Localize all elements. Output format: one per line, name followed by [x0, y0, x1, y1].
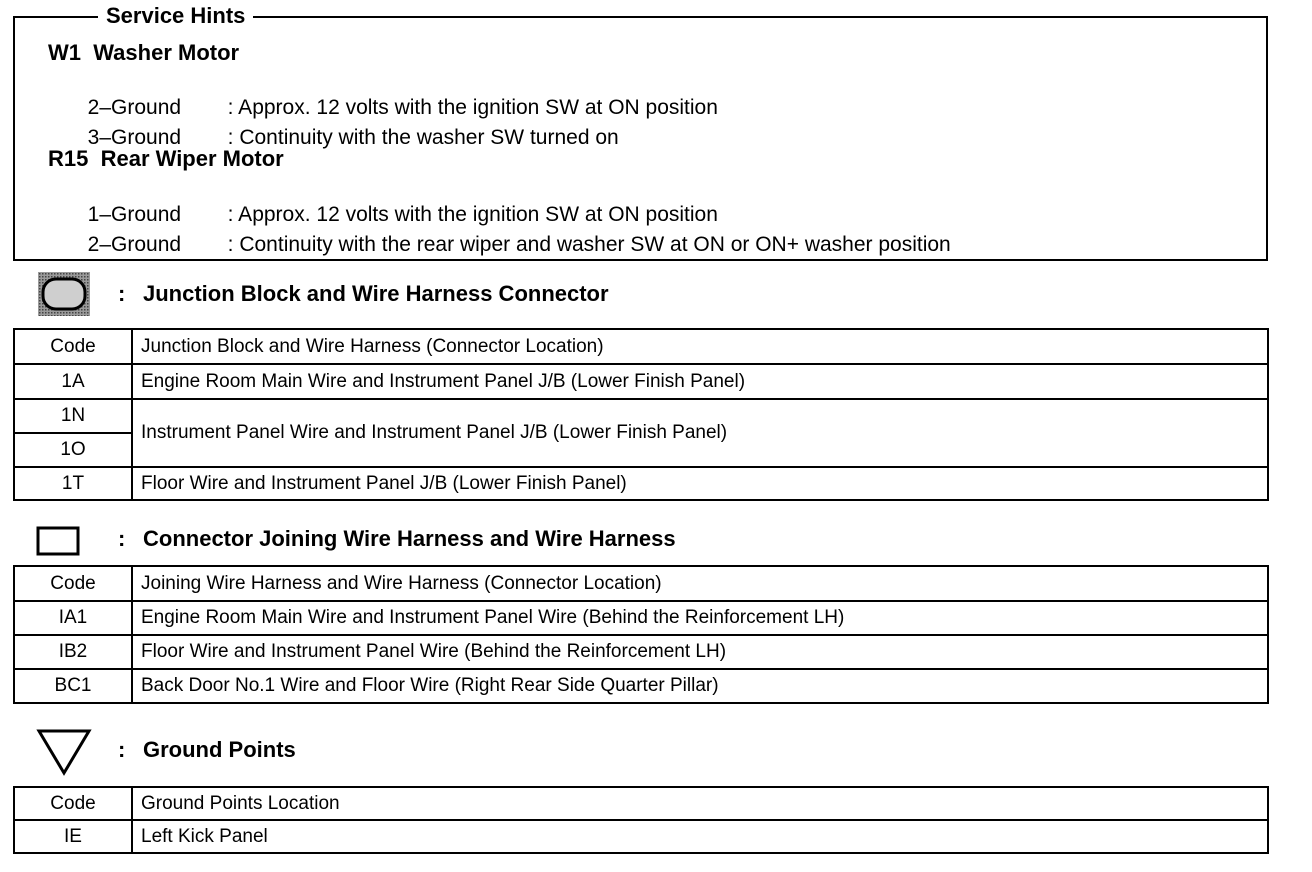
header-code: Code [14, 566, 132, 601]
table-row [14, 601, 1268, 635]
row-desc: Engine Room Main Wire and Instrument Panel J/B (Lower Finish Panel) [132, 364, 1268, 399]
ground-triangle-icon [36, 728, 92, 776]
header-code: Code [14, 787, 132, 820]
ground-points-table [13, 786, 1269, 854]
section-colon: : [118, 526, 126, 551]
section-colon: : [118, 737, 126, 762]
hint-pins: 3–Ground [87, 126, 182, 149]
row-code: 1O [14, 433, 132, 467]
hint-desc: : Continuity with the washer SW turned on [227, 126, 619, 149]
header-code: Code [14, 329, 132, 364]
table-row [14, 669, 1268, 703]
hint-desc: : Approx. 12 volts with the ignition SW at ON position [227, 96, 718, 119]
hint-desc: : Approx. 12 volts with the ignition SW at ON position [227, 203, 718, 226]
hint-pins: 2–Ground [87, 96, 182, 119]
header-desc: Joining Wire Harness and Wire Harness (Connector Location) [132, 566, 1268, 601]
connector-joining-table [13, 565, 1269, 704]
row-desc: Instrument Panel Wire and Instrument Panel J/B (Lower Finish Panel) [132, 399, 1268, 467]
row-desc: Floor Wire and Instrument Panel J/B (Lower Finish Panel) [132, 467, 1268, 500]
hint-line [76, 209, 951, 257]
section-colon: : [118, 281, 126, 306]
hint-pins: 1–Ground [87, 203, 182, 226]
component-code: W1 [48, 40, 81, 65]
row-code: IA1 [14, 601, 132, 635]
header-desc: Ground Points Location [132, 787, 1268, 820]
junction-block-table [13, 328, 1269, 501]
hint-line [76, 102, 619, 150]
table-row [14, 467, 1268, 500]
component-code: R15 [48, 146, 89, 171]
connector-rectangle-icon [36, 526, 80, 556]
row-desc: Floor Wire and Instrument Panel Wire (Behind the Reinforcement LH) [132, 635, 1268, 669]
component-name: Rear Wiper Motor [100, 146, 284, 171]
junction-block-oval-icon [36, 270, 92, 318]
table-row [14, 364, 1268, 399]
row-code: BC1 [14, 669, 132, 703]
table-header-row [14, 787, 1268, 820]
row-desc: Engine Room Main Wire and Instrument Panel Wire (Behind the Reinforcement LH) [132, 601, 1268, 635]
connector-joining-title: Connector Joining Wire Harness and Wire Harness [143, 526, 676, 551]
service-hints-title: Service Hints [98, 3, 253, 29]
row-code: IB2 [14, 635, 132, 669]
row-code: 1A [14, 364, 132, 399]
junction-block-title: Junction Block and Wire Harness Connector [143, 281, 609, 306]
header-desc: Junction Block and Wire Harness (Connector Location) [132, 329, 1268, 364]
row-code: 1N [14, 399, 132, 433]
table-row [14, 635, 1268, 669]
table-row [14, 820, 1268, 853]
hint-pins: 2–Ground [87, 233, 182, 256]
table-header-row [14, 329, 1268, 364]
row-code: IE [14, 820, 132, 853]
table-row [14, 399, 1268, 433]
component-heading [48, 146, 284, 172]
hint-desc: : Continuity with the rear wiper and washer SW at ON or ON+ washer position [227, 233, 951, 256]
component-heading [48, 40, 239, 66]
table-header-row [14, 566, 1268, 601]
row-desc: Back Door No.1 Wire and Floor Wire (Right Rear Side Quarter Pillar) [132, 669, 1268, 703]
row-code: 1T [14, 467, 132, 500]
row-desc: Left Kick Panel [132, 820, 1268, 853]
ground-points-title: Ground Points [143, 737, 296, 762]
component-name: Washer Motor [93, 40, 240, 65]
